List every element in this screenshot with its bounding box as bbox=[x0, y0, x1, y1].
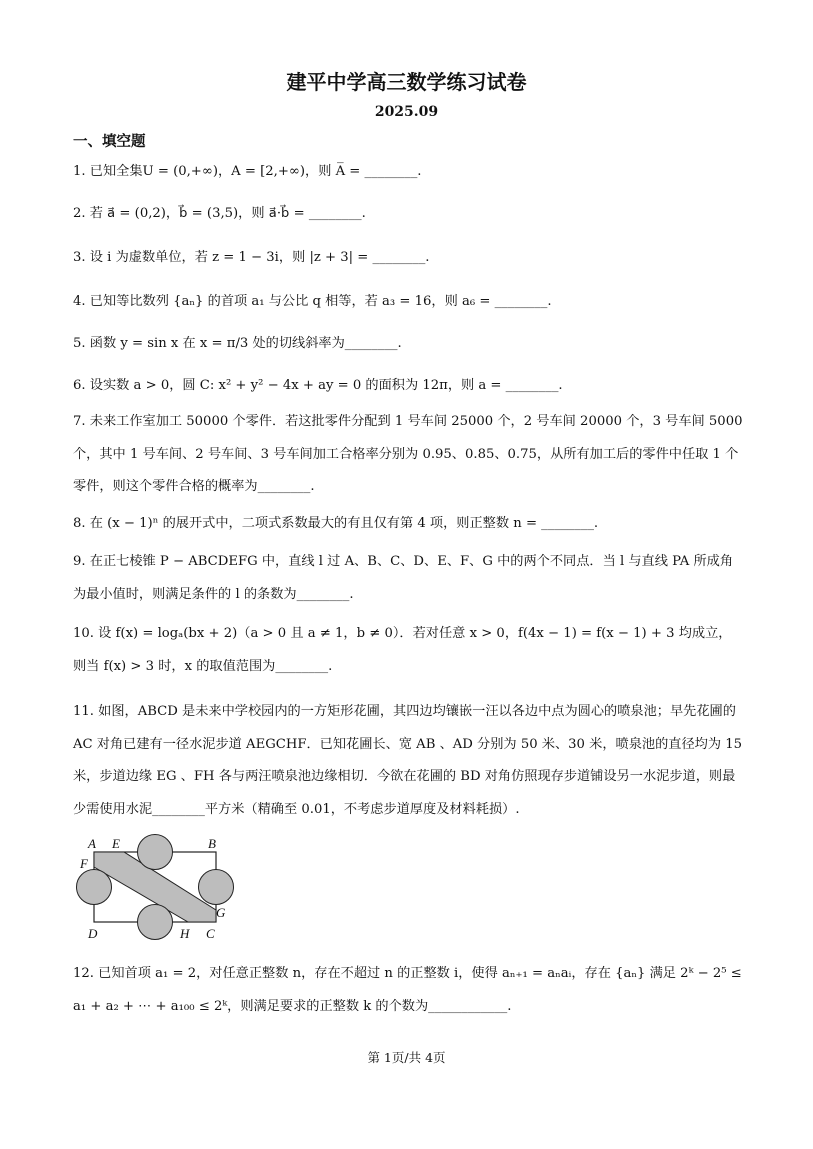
label-f: F bbox=[80, 856, 88, 871]
question-4: 4. 已知等比数列 {aₙ} 的首项 a₁ 与公比 q 相等，若 a₃ = 16，则 a₆ = ________. bbox=[73, 294, 552, 309]
label-e: E bbox=[112, 836, 120, 851]
question-10: 10. 设 f(x) = logₐ(bx + 2)（a > 0 且 a ≠ 1，b ≠ 0）．若对任意 x > 0，f(4x − 1) = f(x − 1) + 3 均成立，则当 f(x) > 3 时，x 的取值范围为________. bbox=[73, 626, 732, 674]
label-g: G bbox=[216, 905, 226, 920]
question-5: 5. 函数 y = sin x 在 x = π/3 处的切线斜率为________. bbox=[73, 336, 402, 351]
question-6: 6. 设实数 a > 0，圆 C: x² + y² − 4x + ay = 0 的面积为 12π，则 a = ________. bbox=[73, 378, 563, 393]
section-heading: 一、填空题 bbox=[73, 133, 146, 150]
question-12: 12. 已知首项 a₁ = 2，对任意正整数 n，存在不超过 n 的正整数 i，使得 aₙ₊₁ = aₙaᵢ，存在 {aₙ} 满足 2ᵏ − 2⁵ ≤ a₁ + a₂ + ⋯ + a₁₀₀ ≤ 2ᵏ，则满足要求的正整数 k 的个数为____________. bbox=[73, 966, 742, 1014]
question-3: 3. 设 i 为虚数单位，若 z = 1 − 3i，则 |z + 3| = ________. bbox=[73, 250, 430, 265]
label-d: D bbox=[88, 926, 98, 941]
label-b: B bbox=[208, 836, 216, 851]
fountain-bottom bbox=[138, 905, 173, 940]
question-7: 7. 未来工作室加工 50000 个零件．若这批零件分配到 1 号车间 25000 个，2 号车间 20000 个，3 号车间 5000 个，其中 1 号车间、2 号车间、3 号车间加工合格率分别为 0.95、0.85、0.75，从所有加工后的零件中任取 1 个零件，则这个零件合格的概率为________. bbox=[73, 414, 743, 494]
page-title: 建平中学高三数学练习试卷 bbox=[286, 70, 527, 94]
fountain-left bbox=[77, 870, 112, 905]
garden-diagram bbox=[66, 832, 246, 947]
label-c: C bbox=[206, 926, 215, 941]
label-h: H bbox=[180, 926, 190, 941]
fountain-right bbox=[199, 870, 234, 905]
label-a: A bbox=[88, 836, 96, 851]
question-2: 2. 若 a⃗ = (0,2)，b⃗ = (3,5)，则 a⃗·b⃗ = ________. bbox=[73, 206, 366, 221]
question-1: 1. 已知全集U = (0,+∞)，A = [2,+∞)，则 A̅ = ________. bbox=[73, 164, 422, 179]
question-8: 8. 在 (x − 1)ⁿ 的展开式中，二项式系数最大的有且仅有第 4 项，则正整数 n = ________. bbox=[73, 516, 599, 531]
page-footer: 第 1页/共 4页 bbox=[367, 1050, 446, 1065]
question-11: 11. 如图，ABCD 是未来中学校园内的一方矩形花圃，其四边均镶嵌一汪以各边中点为圆心的喷泉池；早先花圃的 AC 对角已建有一径水泥步道 AEGCHF．已知花圃长、宽 AB 、AD 分别为 50 米、30 米，喷泉池的直径均为 15 米，步道边缘 EG 、FH 各与两汪喷泉池边缘相切．今欲在花圃的 BD 对角仿照现存步道铺设另一水泥步道，则最少需使用水泥________平方米（精确至 0.01，不考虑步道厚度及材料耗损）. bbox=[73, 704, 742, 817]
fountain-top bbox=[138, 835, 173, 870]
exam-date: 2025.09 bbox=[374, 104, 439, 120]
question-9: 9. 在正七棱锥 P − ABCDEFG 中，直线 l 过 A、B、C、D、E、F、G 中的两个不同点．当 l 与直线 PA 所成角为最小值时，则满足条件的 l 的条数为________. bbox=[73, 554, 734, 602]
